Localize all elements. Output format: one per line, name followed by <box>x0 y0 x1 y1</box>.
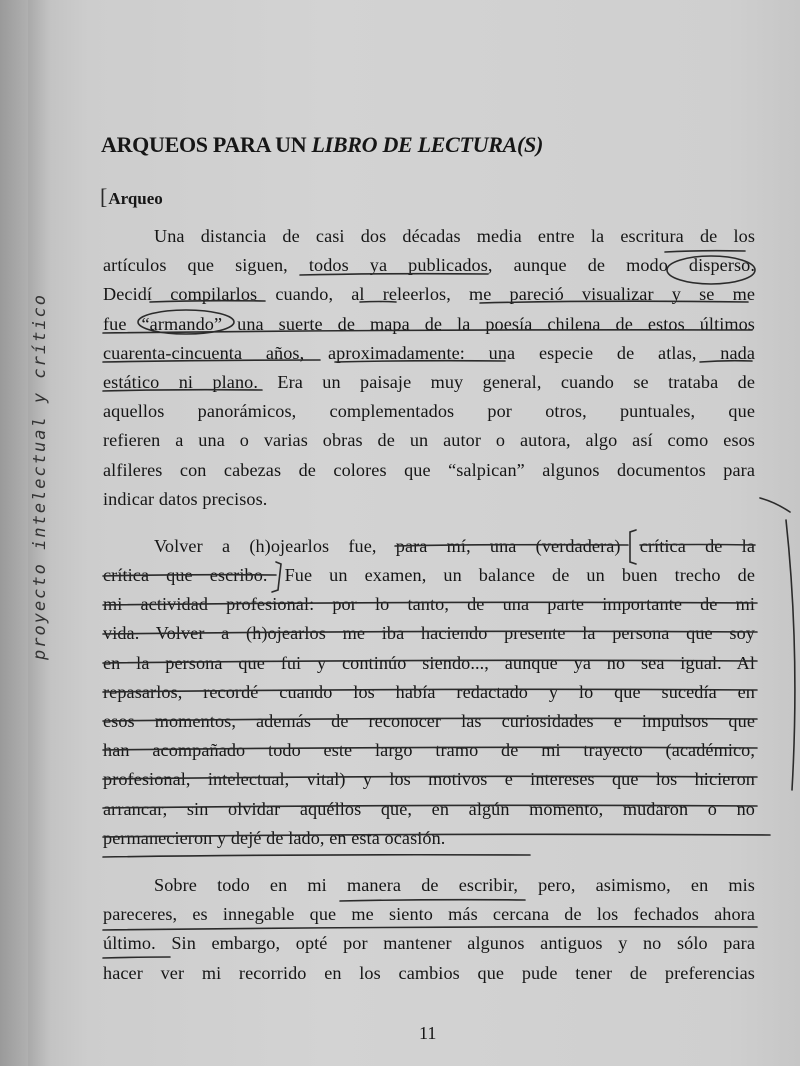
chapter-title-plain: ARQUEOS PARA UN <box>101 132 312 157</box>
text-line: arrancar, sin olvidar aquéllos que, en algún momento, mudaron o no <box>103 798 755 819</box>
handwritten-margin-annotation: proyecto intelectual y crítico <box>30 292 50 660</box>
text-line: permanecieron y dejé de lado, en esta ocasión. <box>103 827 446 848</box>
text-line: refieren a una o varias obras de un autor o autora, algo así como esos <box>103 430 755 451</box>
text-line: indicar datos precisos. <box>103 488 268 509</box>
text-line: Volver a (h)ojearlos fue, para mí, una (verdadera) crítica de la <box>154 535 755 556</box>
text-line: mi actividad profesional: por lo tanto, de una parte importante de mi <box>103 594 755 615</box>
text-line: artículos que siguen, todos ya publicados, aunque de modo disperso. <box>103 255 755 276</box>
text-line: aquellos panorámicos, complementados por otros, puntuales, que <box>103 401 755 422</box>
text-line: cuarenta-cincuenta años, aproximadamente: una especie de atlas, nada <box>103 342 755 363</box>
page-number: 11 <box>419 1023 437 1043</box>
text-line: crítica que escribo. Fue un examen, un balance de un buen trecho de <box>103 565 755 586</box>
handwritten-bracket-mark: [ <box>100 184 108 209</box>
paragraph-2 <box>103 532 755 853</box>
text-line: último. Sin embargo, opté por mantener algunos antiguos y no sólo para <box>103 933 755 954</box>
book-gutter-shadow <box>0 0 28 1066</box>
text-line: hacer ver mi recorrido en los cambios que pude tener de preferencias <box>103 962 755 983</box>
text-line: esos momentos, además de reconocer las curiosidades e impulsos que <box>103 711 755 731</box>
chapter-title-suffix: (S) <box>517 132 543 157</box>
text-line: Una distancia de casi dos décadas media entre la escritura de los <box>154 226 755 246</box>
paragraph-spacer <box>103 514 755 532</box>
paragraph-1 <box>103 222 755 514</box>
text-line: alfileres con cabezas de colores que “salpican” algunos documentos para <box>103 459 755 480</box>
text-line: en la persona que fui y continúo siendo..., aunque ya no sea igual. Al <box>103 652 755 673</box>
text-line: profesional, intelectual, vital) y los motivos e intereses que los hicieron <box>103 769 755 790</box>
text-line: fue “armando” una suerte de mapa de la poesía chilena de estos últimos <box>103 313 755 334</box>
text-line: pareceres, es innegable que me siento más cercana de los fechados ahora <box>103 904 755 925</box>
text-line: Sobre todo en mi manera de escribir, pero, asimismo, en mis <box>154 874 755 895</box>
text-line: han acompañado todo este largo tramo de mi trayecto (académico, <box>103 740 755 761</box>
text-line: vida. Volver a (h)ojearlos me iba haciendo presente la persona que soy <box>103 623 755 644</box>
text-line: Decidí compilarlos cuando, al releerlos, me pareció visualizar y se me <box>103 284 755 305</box>
chapter-title <box>101 132 661 158</box>
paragraph-3 <box>103 871 755 988</box>
chapter-title-italic: LIBRO DE LECTURA <box>311 132 517 157</box>
text-line: estático ni plano. Era un paisaje muy general, cuando se trataba de <box>103 371 755 392</box>
body-text <box>103 222 755 988</box>
paragraph-spacer <box>103 853 755 871</box>
section-heading-text: Arqueo <box>108 189 163 208</box>
text-line: repasarlos, recordé cuando los había redactado y lo que sucedía en <box>103 681 755 702</box>
section-heading <box>100 184 163 210</box>
